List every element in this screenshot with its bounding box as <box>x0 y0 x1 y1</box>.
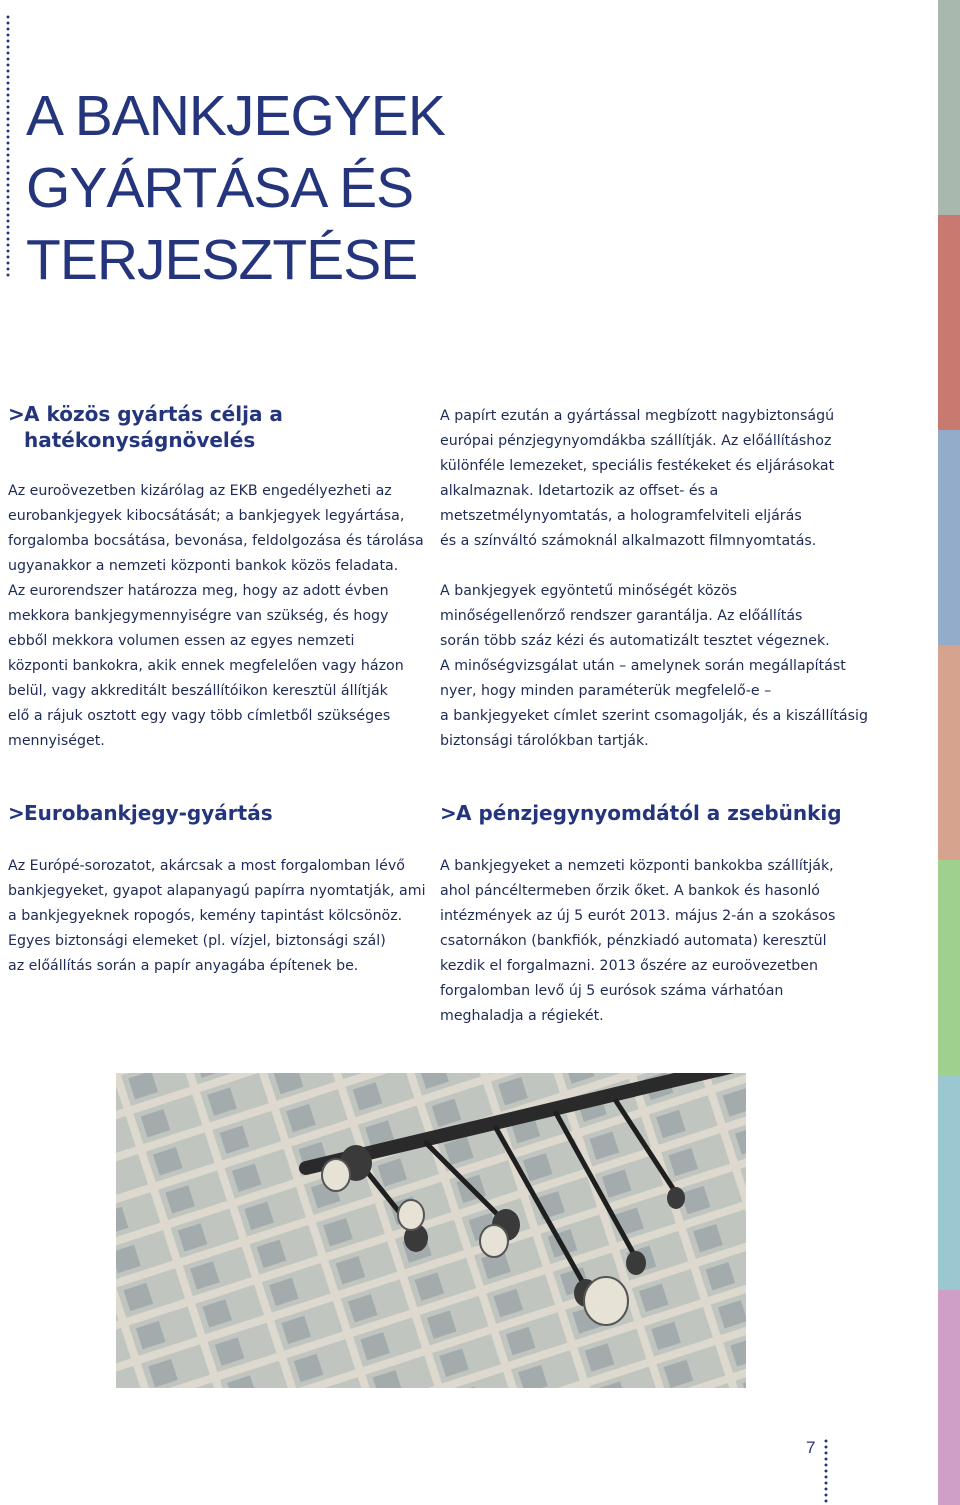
section-heading-printer-to-pocket <box>440 800 842 826</box>
text-line: európai pénzjegynyomdákba szállítják. Az előállításhoz <box>440 433 832 449</box>
text-line: A bankjegyek egyöntetű minőségét közös <box>440 583 738 599</box>
color-stripe <box>938 430 960 645</box>
heading-text: A pénzjegynyomdától a zsebünkig <box>456 801 842 825</box>
title-line: GYÁRTÁSA ÉS <box>26 156 414 220</box>
text-line: Az Európé-sorozatot, akárcsak a most forgalomban lévő <box>8 858 405 874</box>
title-line: TERJESZTÉSE <box>26 228 418 292</box>
color-stripe <box>938 1075 960 1290</box>
page-number: 7 <box>806 1438 816 1457</box>
heading-text: hatékonyságnövelés <box>24 428 256 452</box>
right-paragraph-quality <box>440 579 900 754</box>
chevron-right-icon: > <box>8 801 25 825</box>
text-line: Az eurorendszer határozza meg, hogy az adott évben <box>8 583 389 599</box>
text-line: meghaladja a régiekét. <box>440 1008 604 1024</box>
color-stripe <box>938 860 960 1075</box>
chevron-right-icon: > <box>440 801 457 825</box>
heading-text: A közös gyártás célja a <box>24 402 283 426</box>
page-title <box>26 80 445 296</box>
text-line: és a színváltó számoknál alkalmazott filmnyomtatás. <box>440 533 817 549</box>
text-line: minőségellenőrző rendszer garantálja. Az előállítás <box>440 608 803 624</box>
text-line: A bankjegyeket a nemzeti központi bankokba szállítják, <box>440 858 834 874</box>
color-stripes <box>938 0 960 1503</box>
dotted-rule-top <box>6 14 10 278</box>
text-line: eurobankjegyek kibocsátását; a bankjegyek legyártása, <box>8 508 405 524</box>
title-line: A BANKJEGYEK <box>26 84 445 148</box>
text-line: ebből mekkora volumen essen az egyes nemzeti <box>8 633 355 649</box>
text-line: biztonsági tárolókban tartják. <box>440 733 649 749</box>
color-stripe <box>938 645 960 860</box>
text-line: csatornákon (bankfiók, pénzkiadó automata) keresztül <box>440 933 827 949</box>
text-line: mekkora bankjegymennyiségre van szükség, és hogy <box>8 608 389 624</box>
text-line: belül, vagy akkreditált beszállítóikon keresztül állítják <box>8 683 388 699</box>
chevron-right-icon: > <box>8 402 25 426</box>
text-line: alkalmaznak. Idetartozik az offset- és a <box>440 483 719 499</box>
color-stripe <box>938 215 960 430</box>
text-line: a bankjegyeknek ropogós, kemény tapintást kölcsönöz. <box>8 908 403 924</box>
text-line: ugyanakkor a nemzeti központi bankok közös feladata. <box>8 558 399 574</box>
text-line: elő a rájuk osztott egy vagy több címletből szükséges <box>8 708 391 724</box>
text-line: a bankjegyeket címlet szerint csomagolják, és a kiszállításig <box>440 708 868 724</box>
text-line: bankjegyeket, gyapot alapanyagú papírra nyomtatják, ami <box>8 883 426 899</box>
printing-machine-illustration <box>116 1073 746 1388</box>
section-heading-eurobanknote-production <box>8 800 273 826</box>
text-line: A minőségvizsgálat után – amelynek során megállapítást <box>440 658 846 674</box>
dotted-rule-bottom <box>824 1438 828 1503</box>
text-line: A papírt ezután a gyártással megbízott nagybiztonságú <box>440 408 835 424</box>
text-line: ahol páncéltermeben őrzik őket. A bankok és hasonló <box>440 883 820 899</box>
banknote-printing-photo <box>116 1073 746 1388</box>
text-line: mennyiséget. <box>8 733 105 749</box>
section-heading-common-production <box>8 401 283 453</box>
color-stripe <box>938 0 960 215</box>
text-line: központi bankokra, akik ennek megfelelően vagy házon <box>8 658 404 674</box>
text-line: az előállítás során a papír anyagába építenek be. <box>8 958 359 974</box>
color-stripe <box>938 1290 960 1505</box>
text-line: metszetmélynyomtatás, a hologramfelviteli eljárás <box>440 508 802 524</box>
right-paragraph-printing <box>440 404 900 554</box>
text-line: Az euroövezetben kizárólag az EKB engedélyezheti az <box>8 483 392 499</box>
heading-text: Eurobankjegy-gyártás <box>24 801 273 825</box>
section1-paragraph <box>8 479 428 754</box>
section3-paragraph <box>440 854 900 1029</box>
text-line: különféle lemezeket, speciális festékeket és eljárásokat <box>440 458 835 474</box>
text-line: Egyes biztonsági elemeket (pl. vízjel, biztonsági szál) <box>8 933 386 949</box>
section2-paragraph <box>8 854 428 979</box>
text-line: során több száz kézi és automatizált tesztet végeznek. <box>440 633 830 649</box>
text-line: forgalomba bocsátása, bevonása, feldolgozása és tárolása <box>8 533 424 549</box>
text-line: kezdik el forgalmazni. 2013 őszére az euroövezetben <box>440 958 819 974</box>
text-line: intézmények az új 5 eurót 2013. május 2-án a szokásos <box>440 908 836 924</box>
text-line: forgalomban levő új 5 eurósok száma várhatóan <box>440 983 784 999</box>
text-line: nyer, hogy minden paraméterük megfelelő-e – <box>440 683 772 699</box>
